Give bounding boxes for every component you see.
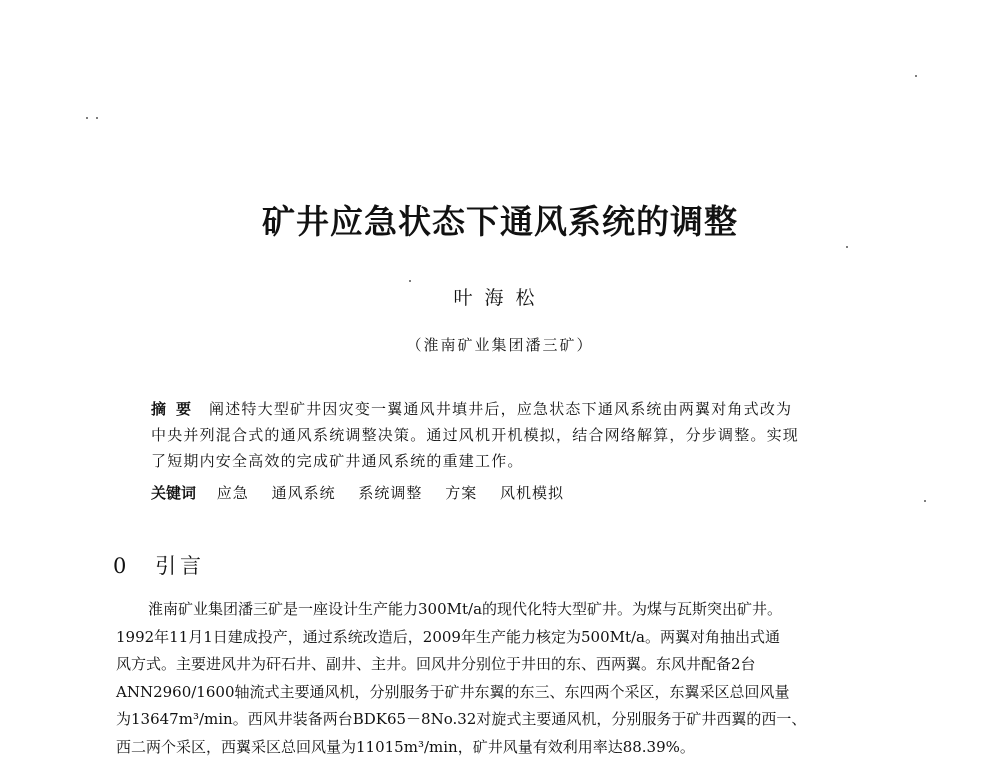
scan-speck <box>846 246 848 248</box>
abstract-label: 摘要 <box>151 400 201 418</box>
keyword-item: 通风系统 <box>272 484 336 502</box>
section-heading <box>113 550 205 580</box>
keywords-label: 关键词 <box>151 484 196 502</box>
abstract-line: 中央并列混合式的通风系统调整决策。通过风机开机模拟，结合网络解算，分步调整。实现 <box>151 422 871 448</box>
body-line <box>116 596 888 624</box>
keyword-item: 风机模拟 <box>500 484 564 502</box>
abstract-block <box>151 396 871 474</box>
body-line-text: 淮南矿业集团潘三矿是一座设计生产能力300Mt/a的现代化特大型矿井。为煤与瓦斯突出矿井。 <box>148 600 782 618</box>
scan-speck <box>924 500 926 502</box>
body-line: 1992年11月1日建成投产，通过系统改造后，2009年生产能力核定为500Mt/a。两翼对角抽出式通 <box>116 624 888 652</box>
scan-speck <box>409 280 411 282</box>
keyword-item: 应急 <box>217 484 249 502</box>
author-name: 叶海松 <box>0 283 1000 310</box>
abstract-text: 阐述特大型矿井因灾变一翼通风井填井后，应急状态下通风系统由两翼对角式改为 <box>209 400 792 418</box>
keyword-item: 方案 <box>445 484 477 502</box>
body-line: ANN2960/1600轴流式主要通风机，分别服务于矿井东翼的东三、东四两个采区，东翼采区总回风量 <box>116 679 888 707</box>
body-line: 为13647m³/min。西风井装备两台BDK65－8No.32对旋式主要通风机，分别服务于矿井西翼的西一、 <box>116 706 888 734</box>
author-affiliation: （淮南矿业集团潘三矿） <box>0 334 1000 355</box>
scan-speck <box>86 117 88 119</box>
section-number: 0 <box>113 554 126 578</box>
body-line: 风方式。主要进风井为矸石井、副井、主井。回风井分别位于井田的东、西两翼。东风井配备2台 <box>116 651 888 679</box>
scan-speck <box>96 117 98 119</box>
body-line: 西二两个采区，西翼采区总回风量为11015m³/min，矿井风量有效利用率达88.39%。 <box>116 734 888 761</box>
section-title: 引言 <box>155 554 205 578</box>
paper-title: 矿井应急状态下通风系统的调整 <box>0 196 1000 243</box>
scan-speck <box>915 75 917 77</box>
keywords-block <box>151 480 871 506</box>
keyword-item: 系统调整 <box>358 484 422 502</box>
body-paragraph <box>116 596 888 761</box>
abstract-line: 了短期内安全高效的完成矿井通风系统的重建工作。 <box>151 448 871 474</box>
abstract-line <box>151 396 871 422</box>
